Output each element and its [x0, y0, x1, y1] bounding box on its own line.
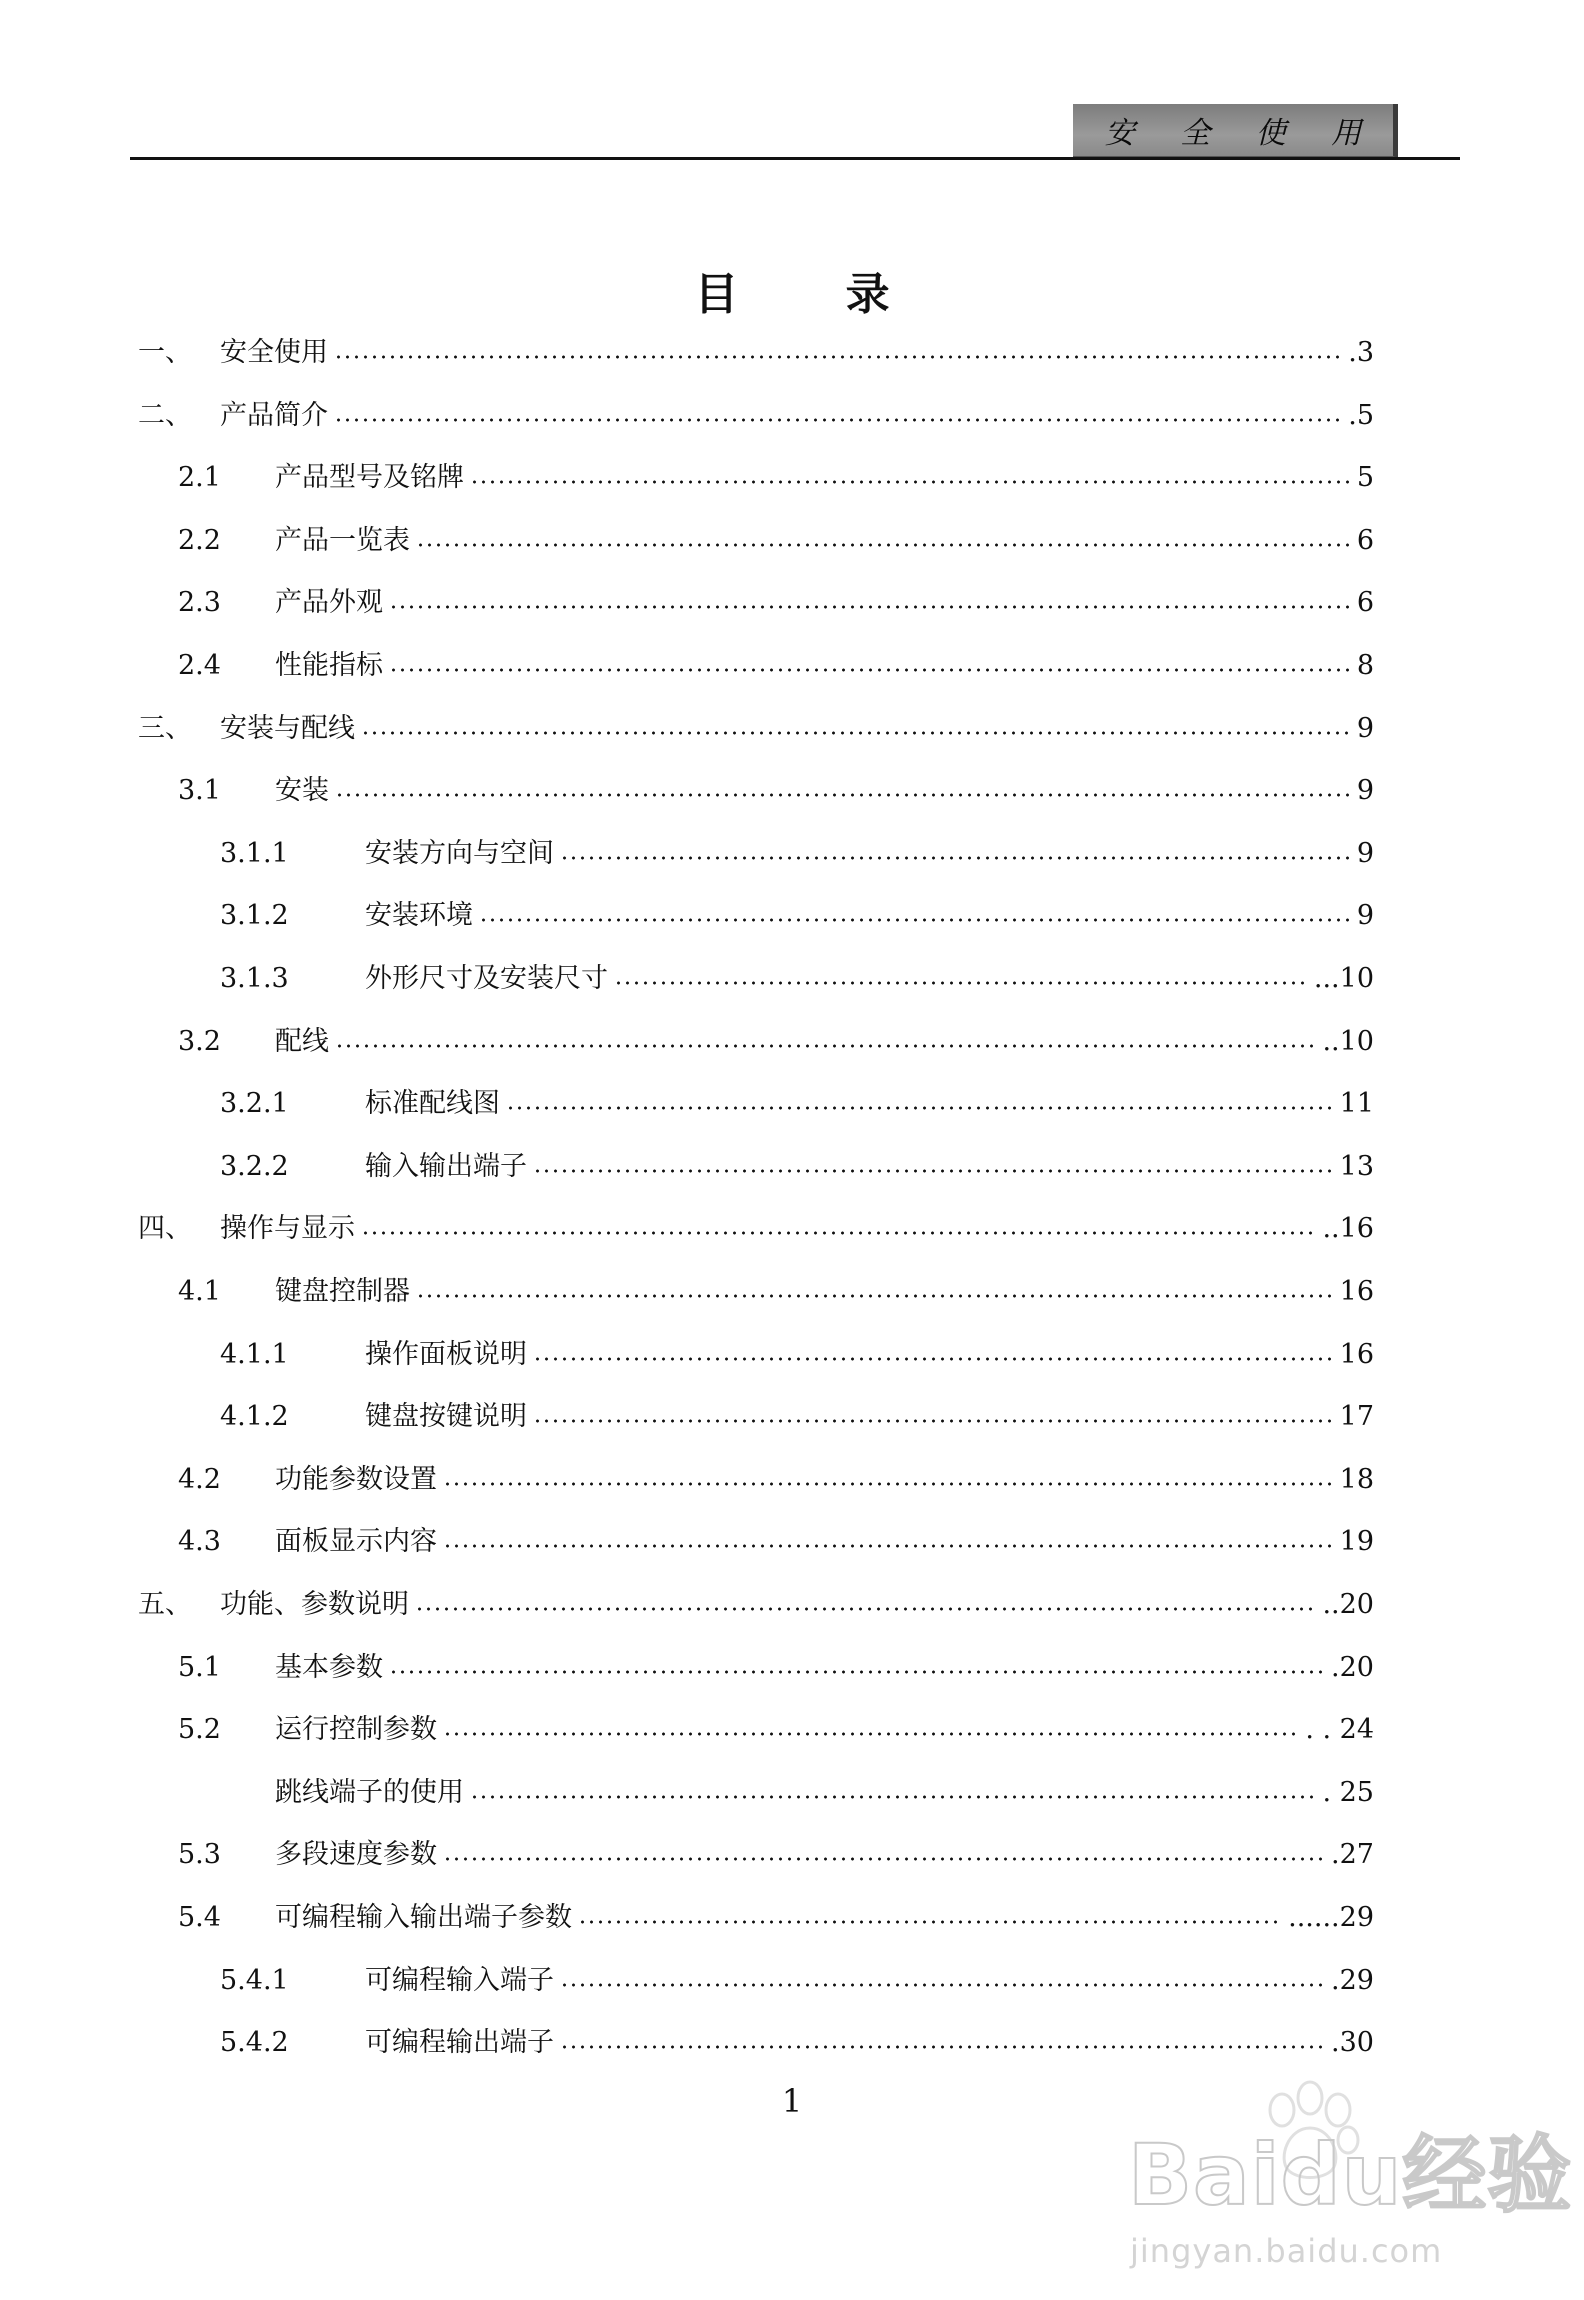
toc-row-leader — [416, 1294, 1334, 1298]
toc-row-number: 3.1.3 — [220, 963, 289, 994]
toc-row-number: 一、 — [138, 337, 192, 368]
toc-row-page: .27 — [1329, 1835, 1374, 1875]
toc-row-number: 5.4.1 — [220, 1964, 289, 1996]
toc-row-leader — [443, 1857, 1325, 1861]
toc-row-leader — [560, 2045, 1325, 2049]
toc-row-label: 功能、参数说明 — [220, 1585, 411, 1625]
toc-row[interactable] — [0, 1335, 1374, 1375]
toc-row-page: 8 — [1355, 646, 1374, 686]
toc-row-number: 3.1.2 — [220, 900, 289, 932]
toc-row-number: 4.2 — [178, 1463, 221, 1495]
toc-row-label: 产品外观 — [275, 583, 385, 623]
toc-row[interactable] — [0, 583, 1374, 623]
toc-row-label: 可编程输入输出端子参数 — [275, 1898, 574, 1938]
toc-row-page: 6 — [1355, 521, 1374, 561]
toc-row-label: 性能指标 — [275, 646, 385, 686]
toc-row-label: 操作面板说明 — [365, 1335, 529, 1375]
toc-row-page: 9 — [1355, 834, 1374, 874]
toc-row-leader — [560, 1983, 1325, 1987]
toc-row-label: 产品型号及铭牌 — [275, 458, 466, 498]
toc-row-page: ...10 — [1312, 959, 1374, 999]
toc-row-label: 安装方向与空间 — [365, 834, 556, 874]
toc-row-number: 2.1 — [178, 462, 221, 494]
toc-row-leader — [443, 1482, 1334, 1486]
toc-row-page: .29 — [1329, 1961, 1374, 2001]
header-rule — [130, 157, 1460, 160]
toc-row[interactable] — [0, 333, 1374, 373]
toc-row-leader — [479, 918, 1351, 922]
toc-row[interactable] — [0, 1710, 1374, 1750]
toc-row-page: ..20 — [1320, 1585, 1374, 1625]
toc-row-number: 4.1.2 — [220, 1401, 289, 1433]
toc-row-leader — [506, 1106, 1334, 1110]
toc-row[interactable] — [0, 1460, 1374, 1500]
toc-row[interactable] — [0, 521, 1374, 561]
toc-row[interactable] — [0, 1397, 1374, 1437]
toc-row[interactable] — [0, 709, 1374, 749]
toc-row[interactable] — [0, 1084, 1374, 1124]
toc-row-label: 操作与显示 — [220, 1209, 357, 1249]
toc-row-leader — [470, 480, 1351, 484]
toc-row-leader — [533, 1169, 1334, 1173]
watermark-url: jingyan.baidu.com — [1130, 2232, 1443, 2270]
toc-row-label: 功能参数设置 — [275, 1460, 439, 1500]
toc-row-label: 产品简介 — [220, 396, 330, 436]
toc-row-page: .5 — [1346, 396, 1374, 436]
toc-row-number: 二、 — [138, 399, 192, 431]
toc-row[interactable] — [0, 1648, 1374, 1688]
toc-row[interactable] — [0, 396, 1374, 436]
toc-row-page: 13 — [1338, 1147, 1374, 1187]
toc-row-leader — [389, 668, 1351, 672]
toc-row[interactable] — [0, 1209, 1374, 1249]
page-title: 目 录 — [694, 269, 936, 320]
toc-row-leader — [335, 793, 1351, 797]
toc-row-number: 五、 — [138, 1589, 192, 1620]
toc-row[interactable] — [0, 2023, 1374, 2063]
toc-row-number: 3.2.2 — [220, 1150, 289, 1182]
toc-row-label: 安全使用 — [220, 333, 330, 373]
toc-row[interactable] — [0, 1773, 1374, 1813]
toc-row-number: 三、 — [138, 712, 192, 744]
toc-row-number: 3.1.1 — [220, 837, 289, 869]
toc-row-page: 17 — [1338, 1397, 1374, 1437]
toc-row-page: 9 — [1355, 896, 1374, 936]
toc-row-number: 四、 — [138, 1213, 192, 1245]
toc-row-label: 多段速度参数 — [275, 1835, 439, 1875]
toc-row-leader — [614, 981, 1308, 985]
toc-row-page: . 25 — [1320, 1773, 1374, 1813]
toc-row-label: 安装与配线 — [220, 709, 357, 749]
toc-row-page: 9 — [1355, 709, 1374, 749]
toc-row-leader — [415, 1607, 1316, 1611]
toc-row-page: 9 — [1355, 771, 1374, 811]
toc-row-label: 键盘按键说明 — [365, 1397, 529, 1437]
toc-row-label: 安装环境 — [365, 896, 475, 936]
toc-row-number: 3.1 — [178, 775, 221, 807]
toc-row-page: ..10 — [1320, 1022, 1374, 1062]
toc-row-leader — [416, 543, 1351, 547]
toc-row-number: 5.4.2 — [220, 2027, 289, 2059]
toc-row-leader — [334, 355, 1342, 359]
toc-row-page: ......29 — [1286, 1898, 1374, 1938]
toc-row-number: 2.3 — [178, 587, 221, 619]
toc-row-leader — [533, 1419, 1334, 1423]
toc-row[interactable] — [0, 1898, 1374, 1938]
toc-row[interactable] — [0, 834, 1374, 874]
toc-row[interactable] — [0, 896, 1374, 936]
toc-row-label: 标准配线图 — [365, 1084, 502, 1124]
toc-row-number: 5.2 — [178, 1714, 221, 1746]
toc-row[interactable] — [0, 771, 1374, 811]
toc-row[interactable] — [0, 1147, 1374, 1187]
toc-row-page: 16 — [1338, 1272, 1374, 1312]
toc-row-leader — [389, 605, 1351, 609]
toc-row[interactable] — [0, 959, 1374, 999]
toc-row-label: 配线 — [275, 1022, 331, 1062]
toc-row[interactable] — [0, 458, 1374, 498]
page-number: 1 — [781, 2082, 803, 2120]
toc-row-label: 键盘控制器 — [275, 1272, 412, 1312]
toc-row-page: 19 — [1338, 1522, 1374, 1562]
toc-row-number: 2.4 — [178, 650, 221, 681]
toc-row-label: 可编程输入端子 — [365, 1961, 556, 2001]
toc-row-number: 4.1 — [178, 1276, 221, 1307]
toc-row-number: 5.4 — [178, 1902, 221, 1933]
toc-row-page: . . 24 — [1303, 1710, 1374, 1750]
toc-row-label: 安装 — [275, 771, 331, 811]
toc-row-page: .30 — [1329, 2023, 1374, 2063]
toc-row-label: 产品一览表 — [275, 521, 412, 561]
toc-row-leader — [560, 856, 1351, 860]
toc-row-leader — [389, 1670, 1325, 1674]
toc-row-page: 11 — [1338, 1084, 1374, 1124]
toc-row-label: 输入输出端子 — [365, 1147, 529, 1187]
toc-row[interactable] — [0, 646, 1374, 686]
toc-row-page: ..16 — [1320, 1209, 1374, 1249]
watermark-logo-text: Baidu经验 — [1128, 2126, 1573, 2224]
toc-row[interactable] — [0, 1961, 1374, 2001]
toc-row-leader — [533, 1357, 1334, 1361]
toc-row-label: 运行控制参数 — [275, 1710, 439, 1750]
toc-row-label: 可编程输出端子 — [365, 2023, 556, 2063]
toc-row-number: 3.2.1 — [220, 1088, 289, 1120]
toc-row[interactable] — [0, 1522, 1374, 1562]
toc-row-leader — [334, 418, 1342, 422]
toc-row[interactable] — [0, 1585, 1374, 1625]
toc-row-number: 2.2 — [178, 524, 221, 556]
header-section-tab — [1073, 104, 1398, 158]
header-section-label: 安 全 使 用 — [1104, 116, 1380, 151]
toc-row-label: 面板显示内容 — [275, 1522, 439, 1562]
toc-row-page: .3 — [1346, 333, 1374, 373]
toc-row-number: 5.1 — [178, 1651, 221, 1683]
toc-row-leader — [443, 1732, 1299, 1736]
toc-row-page: 18 — [1338, 1460, 1374, 1500]
toc-row[interactable] — [0, 1022, 1374, 1062]
toc-row-leader — [361, 1231, 1316, 1235]
toc-row-number: 5.3 — [178, 1839, 221, 1871]
toc-row-page: .20 — [1329, 1648, 1374, 1688]
toc-row-label: 外形尺寸及安装尺寸 — [365, 959, 610, 999]
toc-row[interactable] — [0, 1835, 1374, 1875]
toc-row[interactable] — [0, 1272, 1374, 1312]
toc-row-leader — [443, 1544, 1334, 1548]
toc-row-leader — [470, 1795, 1316, 1799]
toc-row-label: 跳线端子的使用 — [275, 1773, 466, 1813]
toc-row-leader — [335, 1044, 1316, 1048]
toc-row-number: 3.2 — [178, 1025, 221, 1057]
toc-row-leader — [578, 1920, 1282, 1924]
toc-row-page: 6 — [1355, 583, 1374, 623]
toc-row-label: 基本参数 — [275, 1648, 385, 1688]
toc-row-page: 16 — [1338, 1335, 1374, 1375]
toc-row-leader — [361, 731, 1351, 735]
toc-row-page: 5 — [1355, 458, 1374, 498]
toc-row-number: 4.1.1 — [220, 1338, 289, 1370]
toc-row-number: 4.3 — [178, 1526, 221, 1558]
